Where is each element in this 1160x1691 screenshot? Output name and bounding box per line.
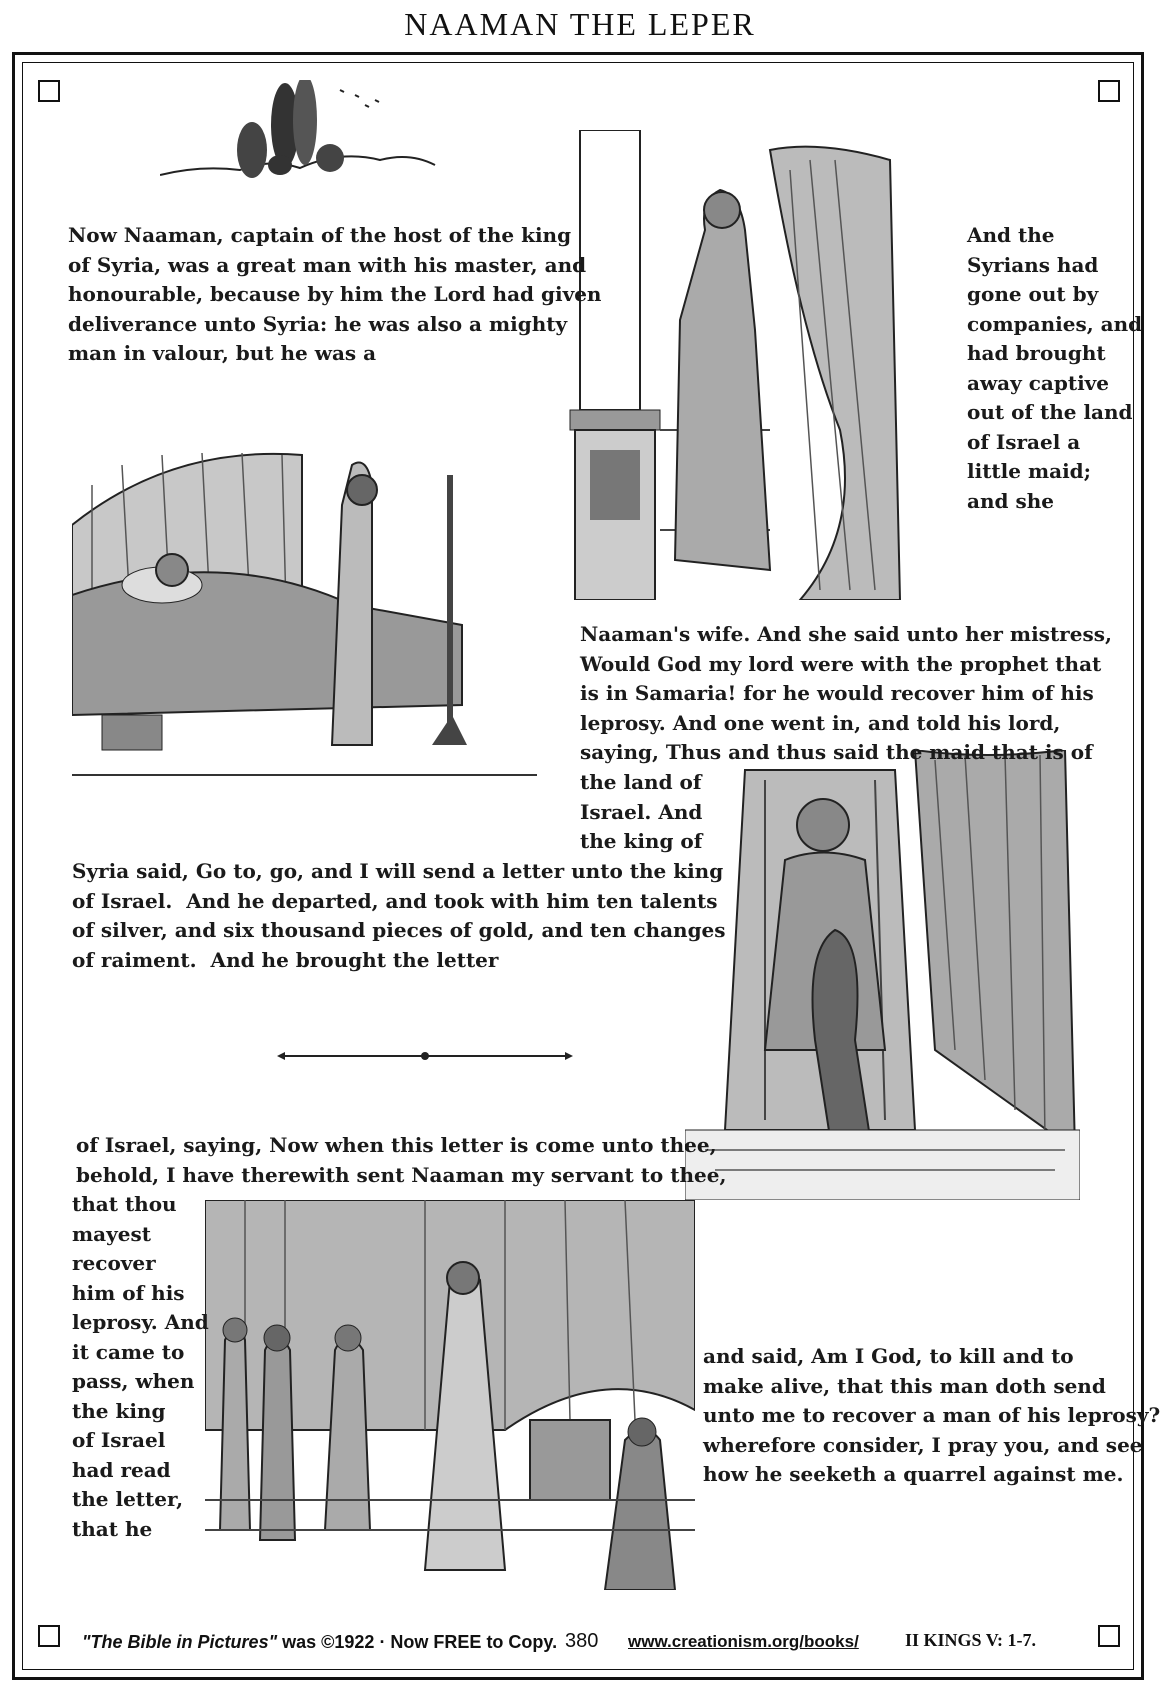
website-link[interactable]: www.creationism.org/books/ [628, 1632, 859, 1651]
ornamental-divider [275, 1048, 575, 1064]
footer-credit-rest: was ©1922 · Now FREE to Copy. [277, 1632, 558, 1652]
text-block-naamans-wife: Naaman's wife. And she said unto her mistress, Would God my lord were with the prophet that is in Samaria! for he would recover him of his leprosy. And one went in, and told his lord, saying, Thus and thus said the maid that is of [580, 622, 1112, 764]
scripture-reference: II KINGS V: 1-7. [905, 1630, 1037, 1650]
text-block-letter-to-israel: of Israel, saying, Now when this letter is come unto thee, behold, I have therewith sent Naaman my servant to thee, [76, 1133, 727, 1187]
text-block-syrians: And the Syrians had gone out by companies, and had brought away captive out of the land of Israel a little maid; and she [967, 223, 1143, 513]
wife-and-maid-illustration [72, 445, 537, 790]
king-of-israel-illustration [205, 1200, 695, 1590]
king-on-throne-illustration [685, 750, 1080, 1200]
text-block-naaman-intro: Now Naaman, captain of the host of the king of Syria, was a great man with his master, and honourable, because by him the Lord had given deliverance unto Syria: he was also a mighty man in valour, but he was a [68, 223, 602, 365]
frame-corner-top-right [1098, 80, 1120, 102]
footer-credit-title: "The Bible in Pictures" [82, 1632, 278, 1652]
frame-corner-top-left [38, 80, 60, 102]
text-block-that-thou-mayest: that thou mayest recover him of his leprosy. And it came to pass, when the king of Israel had read the letter, that he [72, 1192, 209, 1541]
frame-corner-bottom-right [1098, 1625, 1120, 1647]
frame-corner-bottom-left [38, 1625, 60, 1647]
page-number: 380 [565, 1630, 599, 1652]
text-block-syria-said: Syria said, Go to, go, and I will send a letter unto the king of Israel. And he departed, and took with him ten talents of silver, and six thousand pieces of gold, and ten changes of raiment. And he brought the letter [72, 859, 726, 972]
page-title: NAAMAN THE LEPER [404, 6, 756, 42]
naaman-standing-illustration [560, 130, 940, 600]
text-block-land-of-israel: the land of Israel. And the king of [580, 770, 703, 853]
text-block-am-i-god: and said, Am I God, to kill and to make alive, that this man doth send unto me to recover a man of his leprosy? wherefore consider, I pray you, and see how he seeketh a quarrel against me. [703, 1344, 1160, 1486]
footer-credit [82, 1632, 557, 1653]
landscape-headpiece-illustration [160, 80, 440, 190]
